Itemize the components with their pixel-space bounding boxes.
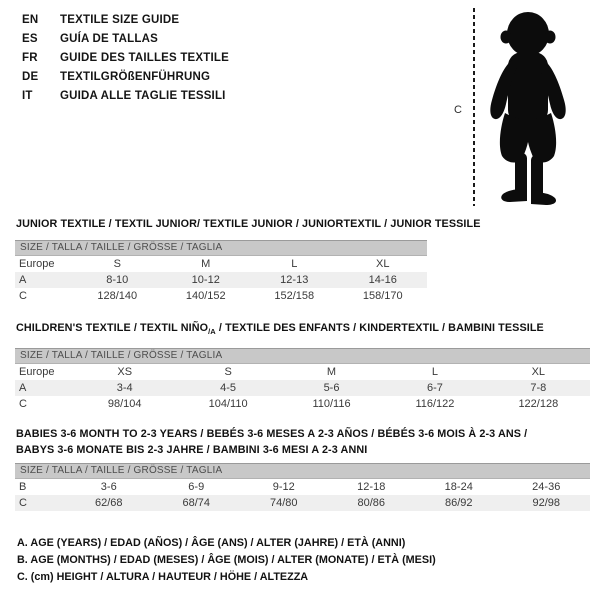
size-header-bar: SIZE / TALLA / TAILLE / GRÖSSE / TAGLIA [15,240,427,256]
children-size-table [15,348,590,412]
language-row [22,49,229,68]
row-label: C [19,398,27,410]
height-cell: 158/170 [362,290,403,302]
row-label: A [19,382,27,394]
babies-title-line2: BABYS 3-6 MONATE BIS 2-3 JAHRE / BAMBINI 3-6 MESI A 2-3 ANNI [16,444,368,456]
children-title-post: / TEXTILE DES ENFANTS / KINDERTEXTIL / BAMBINI TESSILE [215,322,544,334]
footnote-legend [17,535,436,586]
language-title-list [22,11,229,106]
table-row-age [15,380,590,396]
age-cell: 24-36 [532,481,561,493]
age-cell: 12-13 [280,274,309,286]
age-cell: 9-12 [272,481,295,493]
size-cell: XL [376,258,390,270]
size-header-bar: SIZE / TALLA / TAILLE / GRÖSSE / TAGLIA [15,463,590,479]
size-cell: M [326,366,337,378]
table-row-europe [15,256,427,272]
language-title: GUIDE DES TAILLES TEXTILE [60,52,229,64]
language-row [22,68,229,87]
height-cell: 122/128 [518,398,559,410]
babies-title-line1: BABIES 3-6 MONTH TO 2-3 YEARS / BEBÉS 3-6 MESES A 2-3 AÑOS / BÉBÉS 3-6 MOIS À 2-3 ANS / [16,428,528,440]
row-label: Europe [19,366,55,378]
age-cell: 10-12 [191,274,220,286]
height-measure-label: C [454,104,462,116]
toddler-silhouette-image [478,8,596,208]
age-cell: 3-6 [100,481,117,493]
footnote-b: B. AGE (MONTHS) / EDAD (MESES) / ÂGE (MOIS) / ALTER (MONATE) / ETÀ (MESI) [17,554,436,566]
age-cell: 6-9 [188,481,205,493]
age-cell: 14-16 [368,274,397,286]
language-title: GUIDA ALLE TAGLIE TESSILI [60,90,226,102]
age-cell: 7-8 [530,382,547,394]
table-row-europe [15,364,590,380]
size-header-bar: SIZE / TALLA / TAILLE / GRÖSSE / TAGLIA [15,348,590,364]
row-label: Europe [19,258,55,270]
babies-size-table [15,463,590,511]
row-label: C [19,497,27,509]
language-code: ES [22,33,38,45]
children-table-title [16,320,544,340]
height-cell: 86/92 [444,497,473,509]
height-cell: 104/110 [208,398,248,410]
table-row-age [15,272,427,288]
height-cell: 152/158 [274,290,315,302]
junior-size-table [15,240,427,304]
row-label: C [19,290,27,302]
footnote-c: C. (cm) HEIGHT / ALTURA / HAUTEUR / HÖHE / ALTEZZA [17,571,309,583]
babies-table-title [16,426,527,458]
language-row [22,87,229,106]
height-cell: 92/98 [532,497,561,509]
language-code: IT [22,90,33,102]
height-cell: 74/80 [269,497,298,509]
junior-table-title: JUNIOR TEXTILE / TEXTIL JUNIOR/ TEXTILE JUNIOR / JUNIORTEXTIL / JUNIOR TESSILE [16,218,481,230]
height-cell: 98/104 [107,398,142,410]
children-title-pre: CHILDREN'S TEXTILE / TEXTIL NIÑO [16,322,209,334]
age-cell: 3-4 [116,382,133,394]
age-cell: 4-5 [220,382,237,394]
language-title: TEXTILGRÖßENFÜHRUNG [60,71,211,83]
language-row [22,11,229,30]
language-code: EN [22,14,39,26]
height-measure-dashed-line [473,8,475,206]
language-row [22,30,229,49]
language-code: FR [22,52,38,64]
language-title: TEXTILE SIZE GUIDE [60,14,180,26]
height-cell: 116/122 [415,398,455,410]
size-cell: S [224,366,232,378]
table-row-age-months [15,479,590,495]
height-cell: 140/152 [185,290,226,302]
toddler-silhouette-shapes [490,12,565,205]
size-cell: L [291,258,298,270]
height-cell: 68/74 [182,497,211,509]
age-cell: 5-6 [323,382,340,394]
row-label: B [19,481,27,493]
size-cell: M [201,258,211,270]
size-cell: L [431,366,438,378]
size-cell: XL [531,366,546,378]
age-cell: 12-18 [357,481,386,493]
height-cell: 62/68 [94,497,123,509]
footnote-a: A. AGE (YEARS) / EDAD (AÑOS) / ÂGE (ANS) / ALTER (JAHRE) / ETÀ (ANNI) [17,537,406,549]
size-cell: S [113,258,121,270]
table-row-height [15,288,427,304]
table-row-height [15,495,590,511]
age-cell: 8-10 [106,274,129,286]
height-cell: 110/116 [312,398,351,410]
row-label: A [19,274,27,286]
size-cell: XS [117,366,133,378]
height-cell: 128/140 [97,290,138,302]
height-cell: 80/86 [357,497,386,509]
language-code: DE [22,71,39,83]
children-title-sub: /A [208,327,216,337]
table-row-height [15,396,590,412]
age-cell: 18-24 [444,481,473,493]
language-title: GUÍA DE TALLAS [60,33,158,45]
age-cell: 6-7 [426,382,443,394]
